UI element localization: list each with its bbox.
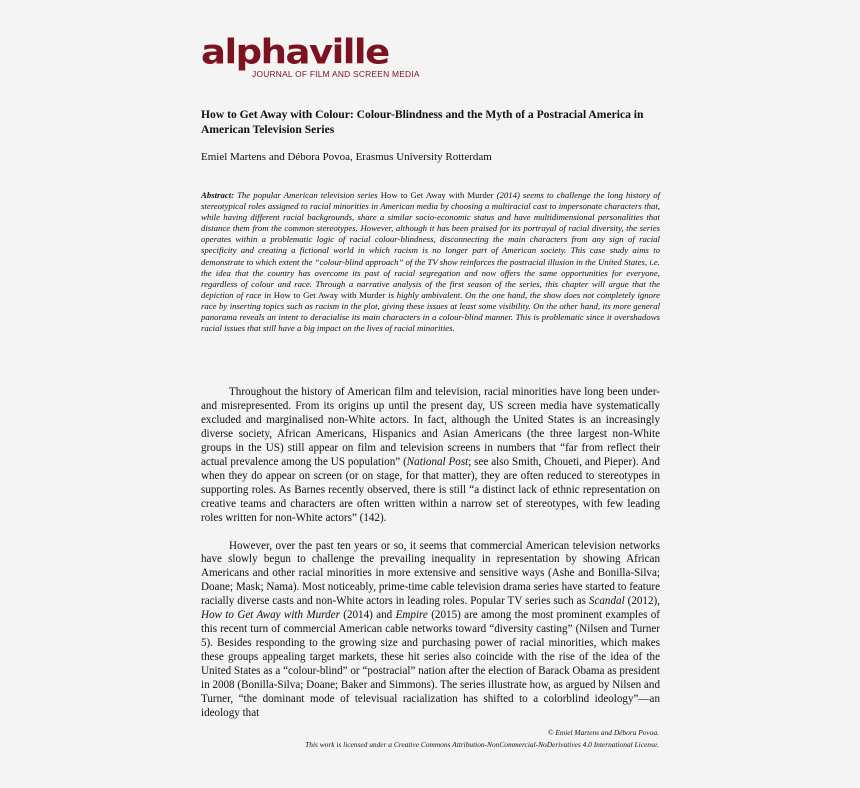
footer-license: This work is licensed under a Creative Commons Attribution-NonCommercial-NoDerivatives 4.0 International License.: [305, 739, 659, 749]
abstract-series-title: How to Get Away with Murder: [380, 190, 494, 200]
body-series-title: Empire: [395, 609, 428, 622]
article-body: [201, 386, 660, 735]
abstract-series-title: How to Get Away with Murder: [273, 289, 386, 300]
abstract-label: Abstract:: [201, 190, 235, 200]
footer-copyright: © Emiel Martens and Débora Povoa.: [547, 728, 659, 737]
page-footer: [199, 727, 659, 750]
body-paragraph: [201, 540, 660, 721]
abstract-text: The popular American television series: [234, 190, 381, 200]
body-series-title: How to Get Away with Murder: [201, 609, 340, 622]
body-paragraph: [201, 386, 660, 526]
body-text: (2014) and: [339, 609, 396, 622]
body-text: However, over the past ten years or so, it seems that commercial American television networks have slowly begun to challenge the prevailing inequality in representation by showing African Americans and other racial minorities in more extensive and sensitive ways (Ashe and Bonilla-Silva; Doane; Mask; Nama). Most noticeably, prime-time cable television drama series have started to feature racially diverse casts and non-White actors in leading roles. Popular TV series such as: [201, 539, 660, 608]
body-text: ; see also Smith, Choueti, and Pieper). And when they do appear on screen (or on stage, for that matter), they are often reduced to stereotypes in supporting roles. As Barnes recently observed, there is still “a distinct lack of ethnic representation on creative teams and characters are often written within a narrow set of stereotypes, with few leading roles written for non-White actors” (142).: [201, 455, 660, 524]
abstract: [201, 190, 660, 334]
body-text: (2015) are among the most prominent examples of this recent turn of commercial American cable networks toward “diversity casting” (Nilsen and Turner 5). Besides responding to the growing size and purchasing power of racial minorities, which makes these groups appealing target markets, these hit series also coincide with the rise of the idea of the United States as a “colour-blind” or “postracial” nation after the election of Barack Obama as president in 2008 (Bonilla-Silva; Doane; Baker and Simmons). The series illustrate how, as argued by Nilsen and Turner, “the dominant mode of televisual racialization has shifted to a colorblind ideology”—an ideology that: [201, 609, 660, 719]
body-series-title: Scandal: [588, 595, 625, 608]
body-citation-title: National Post: [406, 455, 469, 468]
journal-logo: [201, 32, 421, 83]
article-authors: Emiel Martens and Débora Povoa, Erasmus University Rotterdam: [201, 151, 492, 163]
abstract-text: (2014) seems to challenge the long history of stereotypical roles assigned to racial minorities in American media by choosing a multiracial cast to impersonate characters that, while having different racial backgrounds, share a similar socio-economic status and have multidimensional personalities that distance them from the common stereotypes. However, although it has been praised for its portrayal of racial diversity, the series operates within a problematic logic of racial colour-blindness, disconnecting the main characters from any sign of racial specificity and creating a fictional world in which racism is no longer part of American society. This case study aims to demonstrate to which extent the “colour-blind approach” of the TV show reinforces the postracial illusion in the United States, i.e. the idea that the country has overcome its past of racial segregation and now offers the same opportunities for everyone, regardless of colour and race. Through a narrative analysis of the first season of the series, this chapter will argue that the depiction of race in: [201, 190, 661, 300]
body-text: (2012),: [624, 595, 660, 608]
body-text: Throughout the history of American film and television, racial minorities have long been under- and misrepresented. From its origins up until the present day, US screen media have systematically excluded and marginalised non-White actors. In fact, although the United States is an increasingly diverse society, African Americans, Hispanics and Asian Americans (the three largest non-White groups in the US) still appear on film and television screens in numbers that “far from reflect their actual prevalence among the US population” (: [201, 386, 660, 468]
article-title: How to Get Away with Colour: Colour-Blindness and the Myth of a Postracial America in American Television Series: [201, 108, 644, 136]
abstract-text: is highly ambivalent. On the one hand, the show does not completely ignore race by inserting topics such as racism in the plot, giving these issues at least some visibility. On the other hand, its more general panorama reveals an intent to deracialise its main characters in a colour-blind manner. This is problematic since it overshadows racial issues that still have a big impact on the lives of racial minorities.: [201, 289, 660, 334]
logo-subtitle: JOURNAL OF FILM AND SCREEN MEDIA: [252, 69, 420, 79]
logo-wordmark: alphaville: [201, 32, 389, 72]
